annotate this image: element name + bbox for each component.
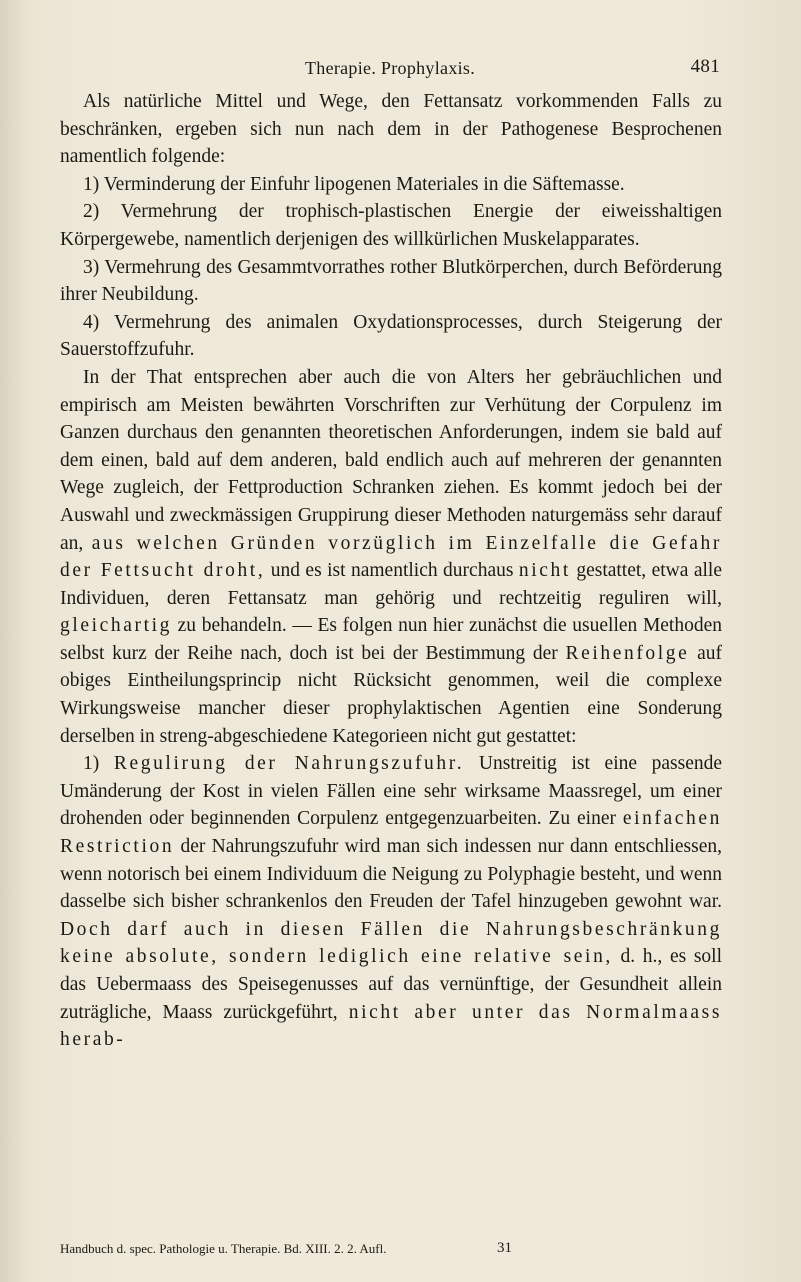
emphasized-text: nicht aber unter das Normalmaass herab- [60,1001,723,1051]
paragraph-text: der Nahrungszufuhr wird man sich indessen nur dann entschliessen, wenn notorisch bei einem Individuum die Neigung zu Polyphagie besteht, und wenn dasselbe sich bisher schrankenlos den Freuden der Tafel hinzugeben gewohnt war. [60,836,722,913]
running-head: Therapie. Prophylaxis. [304,58,476,78]
paragraph-text: zu behandeln. — Es folgen nun hier zunächst die usuellen Methoden selbst kurz der Reihe nach, doch ist bei der Bestimmung der [60,615,723,664]
paragraph-text: Unstreitig ist eine passende Umänderung der Kost in vielen Fällen eine sehr wirksame Maassregel, um einer drohenden oder beginnenden Corpulenz entgegenzuarbeiten. Zu einer [60,753,723,830]
emphasized-text: Reihenfolge [565,642,690,664]
sheet-number: 31 [497,1240,512,1256]
emphasized-text: nicht [518,560,571,582]
page-number: 481 [690,56,720,77]
list-item-1: 1) Verminderung der Einfuhr lipogenen Materiales in die Säftemasse. [83,173,625,195]
paragraph-text: auf obiges Eintheilungsprincip nicht Rücksicht genommen, weil die complexe Wirkungsweise mancher dieser prophylaktischen Agentien eine Sonderung derselben in streng-abgeschiedene Kategorieen nicht gut gestattet: [60,642,722,747]
list-item-4: 4) Vermehrung des animalen Oxydationsprocesses, durch Steigerung der Sauerstoffzufuhr. [60,311,722,361]
list-item-2: 2) Vermehrung der trophisch-plastischen Energie der eiweisshaltigen Körpergewebe, namentlich derjenigen des willkürlichen Muskelapparates. [60,201,722,250]
section-number: 1) [83,753,100,775]
paragraph-text: d. h., es soll das Uebermaass des Speisegenusses auf das vernünftige, der Gesundheit allein zuträgliche, Maass zurückgeführt, [60,946,722,1023]
section-heading: Regulirung der Nahrungszufuhr. [113,753,465,775]
emphasized-text: gleichartig [60,615,172,637]
body-text [60,88,722,1054]
signature-line: Handbuch d. spec. Pathologie u. Therapie. Bd. XIII. 2. 2. Aufl. [60,1241,387,1256]
emphasized-text: Doch darf auch in diesen Fällen die Nahrungsbeschränkung keine absolute, sondern lediglich eine relative sein, [60,918,722,968]
emphasized-text: einfachen Restriction [60,808,722,858]
paragraph-regulation [60,750,722,1054]
page-header [60,58,720,84]
paragraph-intro: Als natürliche Mittel und Wege, den Fettansatz vorkommenden Falls zu beschränken, ergeben sich nun nach dem in der Pathogenese Besprochenen namentlich folgende: [60,91,722,168]
list-item-3: 3) Vermehrung des Gesammtvorrathes rother Blutkörperchen, durch Beförderung ihrer Neubildung. [60,256,722,306]
paragraph-text: In der That entsprechen aber auch die von Alters her gebräuchlichen und empirisch am Meisten bewährten Vorschriften zur Verhütung der Corpulenz im Ganzen durchaus den genannten theoretischen Anforderungen, indem sie bald auf dem einen, bald auf dem anderen, bald endlich auch auf mehreren der genannten Wege zugleich, der Fettproduction Schranken ziehen. Es kommt jedoch bei der Auswahl und zweckmässigen Gruppirung dieser Methoden naturgemäss sehr darauf an, [60,366,722,554]
emphasized-text: aus welchen Gründen vorzüglich im Einzelfalle die Gefahr der Fettsucht droht, [60,532,723,582]
paragraph-text: und es ist namentlich durchaus [270,560,514,582]
paragraph-methods [60,364,722,750]
paragraph-text: gestattet, etwa alle Individuen, deren Fettansatz man gehörig und rechtzeitig reguliren will, [60,560,723,609]
page-footer [60,1241,722,1263]
